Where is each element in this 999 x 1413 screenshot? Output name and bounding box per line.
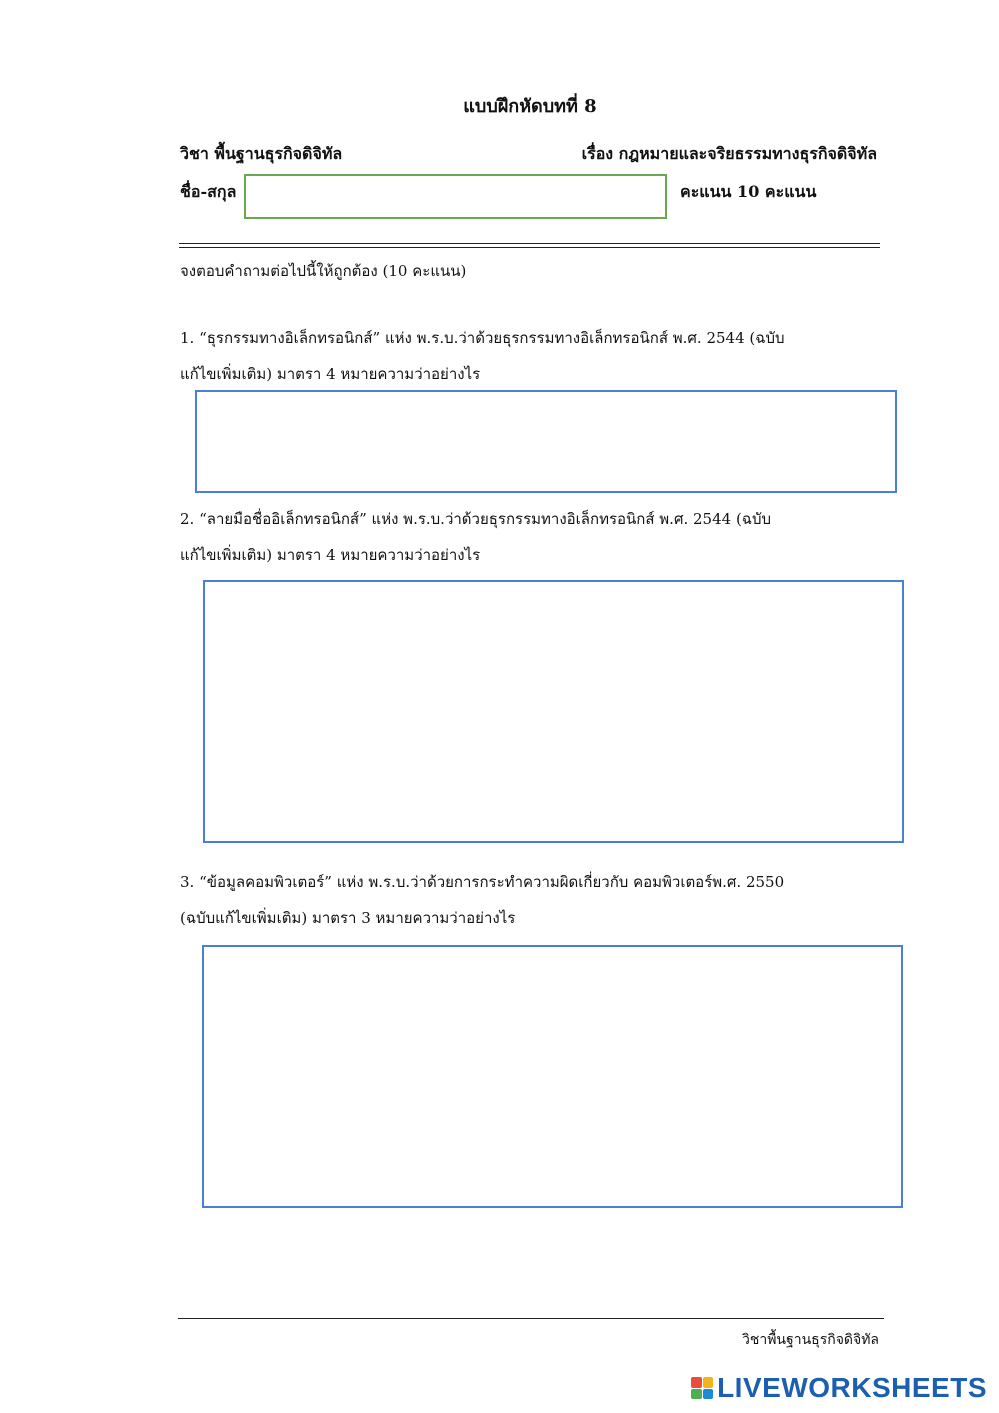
page-title: แบบฝึกหัดบทที่ 8: [463, 96, 597, 117]
answer-2-input[interactable]: [203, 580, 904, 843]
footer-divider: [178, 1318, 884, 1319]
answer-1-input[interactable]: [195, 390, 897, 493]
header-divider: [179, 243, 880, 248]
question-3: [180, 864, 880, 936]
logo-cell: [703, 1377, 714, 1388]
topic-label: เรื่อง กฎหมายและจริยธรรมทางธุรกิจดิจิทัล: [581, 144, 877, 163]
question-1-line-1: 1. “ธุรกรรมทางอิเล็กทรอนิกส์” แห่ง พ.ร.บ.ว่าด้วยธุรกรรมทางอิเล็กทรอนิกส์ พ.ศ. 2544 (ฉบับ: [180, 329, 785, 347]
logo-cell: [691, 1377, 702, 1388]
question-1-line-2: แก้ไขเพิ่มเติม) มาตรา 4 หมายความว่าอย่างไร: [180, 365, 481, 383]
question-2-line-2: แก้ไขเพิ่มเติม) มาตรา 4 หมายความว่าอย่างไร: [180, 546, 481, 564]
answer-3-input[interactable]: [202, 945, 903, 1208]
question-1: [180, 320, 880, 392]
subject-label: วิชา พื้นฐานธุรกิจดิจิทัล: [180, 144, 343, 163]
question-3-line-1: 3. “ข้อมูลคอมพิวเตอร์” แห่ง พ.ร.บ.ว่าด้วยการกระทำความผิดเกี่ยวกับ คอมพิวเตอร์พ.ศ. 2550: [180, 873, 785, 891]
brand-text: LIVEWORKSHEETS: [717, 1372, 987, 1403]
footer-subject: วิชาพื้นฐานธุรกิจดิจิทัล: [741, 1332, 879, 1348]
logo-cell: [703, 1389, 714, 1400]
name-input[interactable]: [244, 174, 667, 219]
score-label: คะแนน 10 คะแนน: [680, 182, 817, 201]
question-3-line-2: (ฉบับแก้ไขเพิ่มเติม) มาตรา 3 หมายความว่าอย่างไร: [180, 909, 516, 927]
liveworksheets-logo-icon: [691, 1377, 713, 1399]
instructions: จงตอบคำถามต่อไปนี้ให้ถูกต้อง (10 คะแนน): [180, 262, 467, 280]
question-2-line-1: 2. “ลายมือชื่ออิเล็กทรอนิกส์” แห่ง พ.ร.บ.ว่าด้วยธุรกรรมทางอิเล็กทรอนิกส์ พ.ศ. 2544 (ฉบับ: [180, 510, 772, 528]
question-2: [180, 501, 880, 573]
name-label: ชื่อ-สกุล: [180, 182, 237, 201]
liveworksheets-brand: [691, 1372, 987, 1404]
logo-cell: [691, 1389, 702, 1400]
